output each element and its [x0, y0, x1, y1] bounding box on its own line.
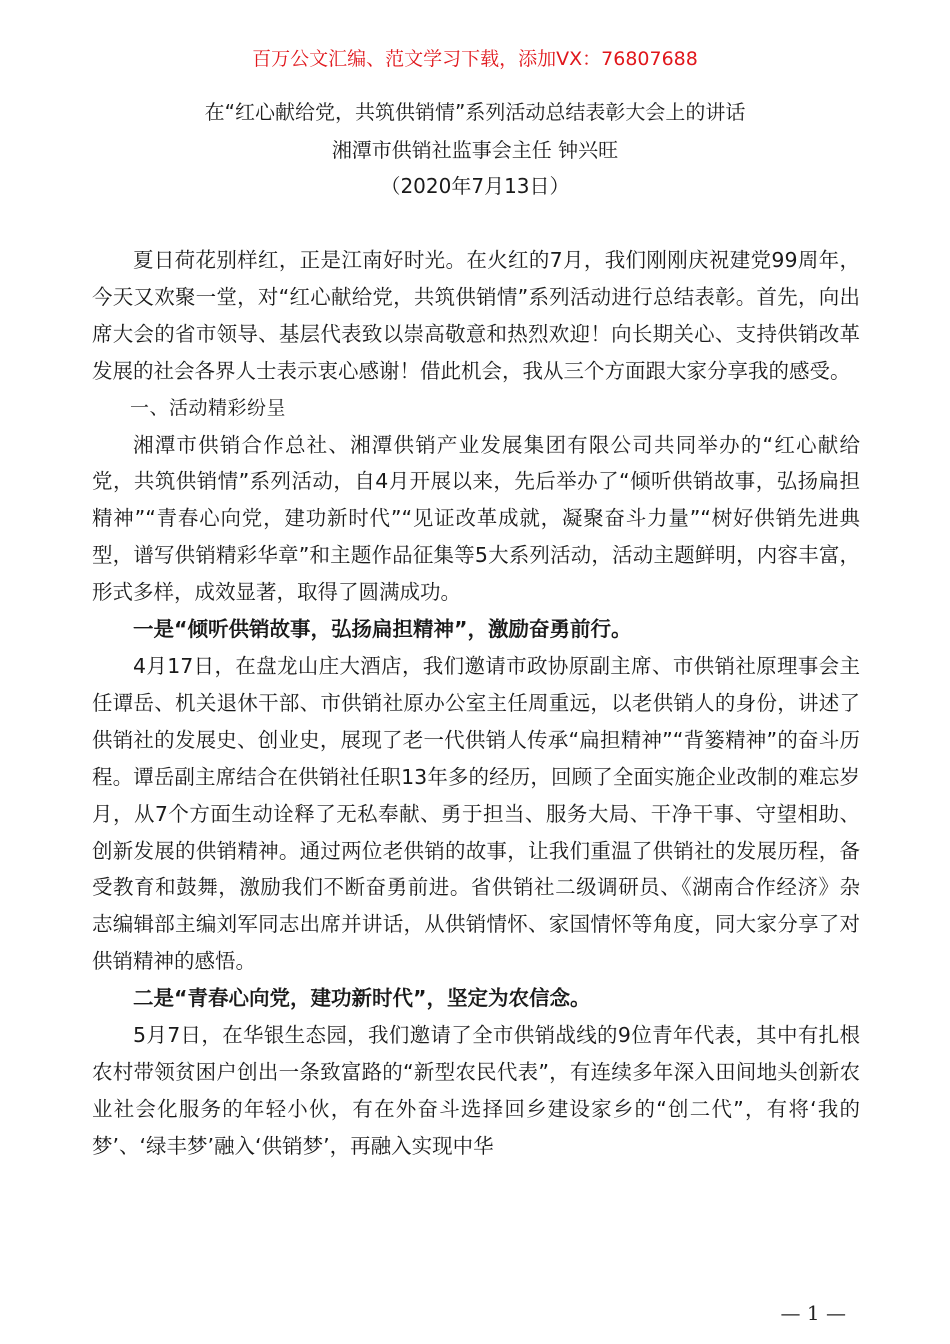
page-number: — 1 —	[780, 1301, 846, 1325]
paragraph-youth: 5月7日，在华银生态园，我们邀请了全市供销战线的9位青年代表，其中有扎根农村带领贫困户创出一条致富路的“新型农民代表”，有连续多年深入田间地头创新农业社会化服务的年轻小伙，有在外奋斗选择回乡建设家乡的“创二代”，有将‘我的梦’、‘绿丰梦’融入‘供销梦’，再融入实现中华	[92, 1023, 860, 1158]
subheading-1: 一是“倾听供销故事，弘扬扁担精神”，激励奋勇前行。	[133, 617, 632, 642]
section-heading-1: 一、活动精彩纷呈	[130, 396, 287, 419]
paragraph-story: 4月17日，在盘龙山庄大酒店，我们邀请市政协原副主席、市供销社原理事会主任谭岳、机关退休干部、市供销社原办公室主任周重远，以老供销人的身份，讲述了供销社的发展史、创业史，展现了老一代供销人传承“扁担精神”“背篓精神”的奋斗历程。谭岳副主席结合在供销社任职13年多的经历，回顾了全面实施企业改制的难忘岁月，从7个方面生动诠释了无私奉献、勇于担当、服务大局、干净干事、守望相助、创新发展的供销精神。通过两位老供销的故事，让我们重温了供销社的发展历程，备受教育和鼓舞，激励我们不断奋勇前进。省供销社二级调研员、《湖南合作经济》杂志编辑部主编刘军同志出席并讲话，从供销情怀、家国情怀等角度，同大家分享了对供销精神的感悟。	[92, 653, 860, 974]
paragraph-activities: 湘潭市供销合作总社、湘潭供销产业发展集团有限公司共同举办的“红心献给党，共筑供销情”系列活动，自4月开展以来，先后举办了“倾听供销故事，弘扬扁担精神”“青春心向党，建功新时代”“见证改革成就，凝聚奋斗力量”“树好供销先进典型，谱写供销精彩华章”和主题作品征集等5大系列活动，活动主题鲜明，内容丰富，形式多样，成效显著，取得了圆满成功。	[92, 432, 860, 605]
paragraph-intro: 夏日荷花别样红，正是江南好时光。在火红的7月，我们刚刚庆祝建党99周年，今天又欢聚一堂，对“红心献给党，共筑供销情”系列活动进行总结表彰。首先，向出席大会的省市领导、基层代表致以崇高敬意和热烈欢迎！向长期关心、支持供销改革发展的社会各界人士表示衷心感谢！借此机会，我从三个方面跟大家分享我的感受。	[92, 248, 860, 383]
watermark-banner: 百万公文汇编、范文学习下载，添加VX：76807688	[252, 48, 698, 70]
speech-date: （2020年7月13日）	[380, 174, 570, 198]
speech-title: 在“红心献给党，共筑供销情”系列活动总结表彰大会上的讲话	[204, 100, 746, 124]
subheading-2: 二是“青春心向党，建功新时代”，坚定为农信念。	[133, 986, 591, 1011]
document-body	[92, 242, 860, 1165]
speaker-line: 湘潭市供销社监事会主任 钟兴旺	[331, 138, 619, 162]
